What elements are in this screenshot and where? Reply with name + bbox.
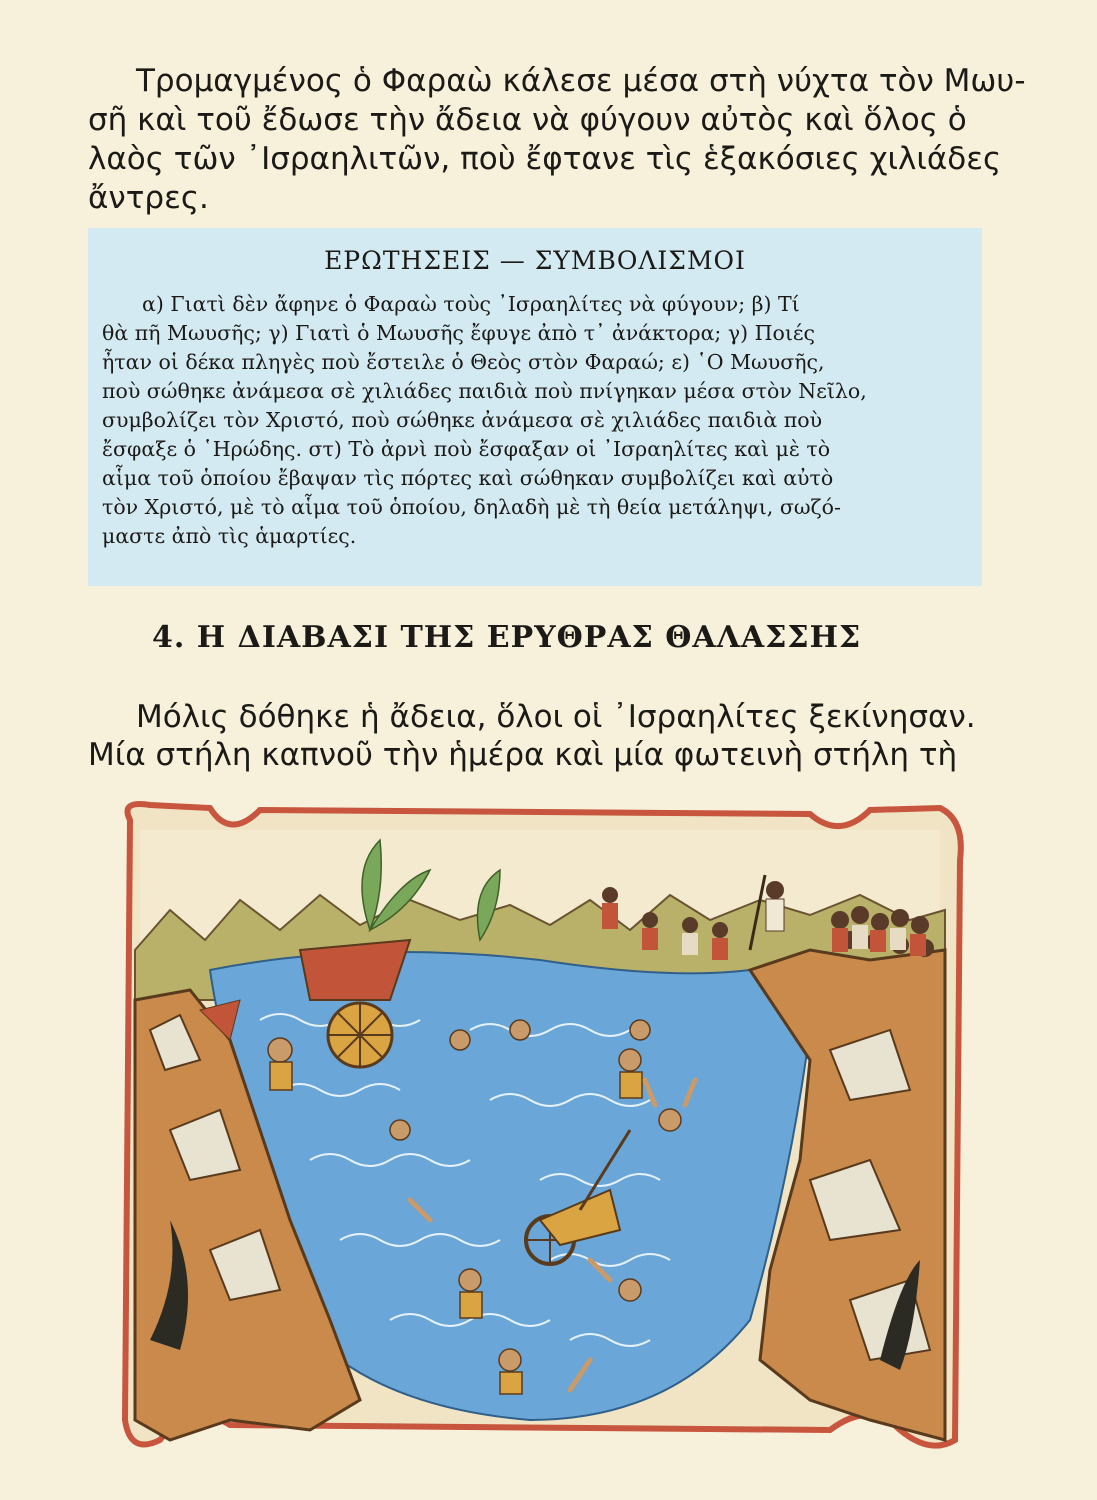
red-sea-crossing-illustration (110, 800, 970, 1460)
illustration-svg (110, 800, 970, 1460)
question-line: συμβολίζει τὸν Χριστό, ποὺ σώθηκε ἀνάμεσα σὲ χιλιάδες παιδιὰ ποὺ (102, 408, 823, 432)
paragraph-departure (88, 698, 978, 774)
question-line: τὸν Χριστό, μὲ τὸ αἷμα τοῦ ὁποίου, δηλαδὴ μὲ τὴ θεία μετάληψι, σωζό- (102, 495, 841, 519)
questions-title: ΕΡΩΤΗΣΕΙΣ — ΣΥΜΒΟΛΙΣΜΟΙ (324, 246, 746, 275)
question-line: ἦταν οἱ δέκα πληγὲς ποὺ ἔστειλε ὁ Θεὸς στὸν Φαραώ; ε) ῾Ο Μωυσῆς, (102, 350, 825, 374)
text-line: Μία στήλη καπνοῦ τὴν ἡμέρα καὶ μία φωτεινὴ στήλη τὴ (88, 737, 958, 773)
question-line: α) Γιατὶ δὲν ἄφηνε ὁ Φαραὼ τοὺς ᾿Ισραηλίτες νὰ φύγουν; β) Τί (142, 292, 800, 316)
questions-box (88, 228, 982, 586)
text-line: λαὸς τῶν ᾿Ισραηλιτῶν, ποὺ ἔφτανε τὶς ἑξακόσιες χιλιάδες (88, 141, 1002, 177)
questions-text (102, 290, 962, 551)
section-heading: 4. Η ΔΙΑΒΑΣΙ ΤΗΣ ΕΡΥΘΡΑΣ ΘΑΛΑΣΣΗΣ (152, 620, 862, 655)
question-line: αἷμα τοῦ ὁποίου ἔβαψαν τὶς πόρτες καὶ σώθηκαν συμβολίζει καὶ αὐτὸ (102, 466, 834, 490)
text-line: Τρομαγμένος ὁ Φαραὼ κάλεσε μέσα στὴ νύχτα τὸν Μωυ- (136, 63, 1026, 99)
question-line: θὰ πῆ Μωυσῆς; γ) Γιατὶ ὁ Μωυσῆς ἔφυγε ἀπὸ τ᾿ ἀνάκτορα; γ) Ποιές (102, 321, 815, 345)
text-line: Μόλις δόθηκε ἡ ἄδεια, ὅλοι οἱ ᾿Ισραηλίτες ξεκίνησαν. (136, 699, 976, 735)
paragraph-pharaoh (88, 62, 1026, 218)
question-line: ἔσφαξε ὁ ῾Ηρώδης. στ) Τὸ ἀρνὶ ποὺ ἔσφαξαν οἱ ᾿Ισραηλίτες καὶ μὲ τὸ (102, 437, 831, 461)
text-line: σῆ καὶ τοῦ ἔδωσε τὴν ἄδεια νὰ φύγουν αὐτὸς καὶ ὅλος ὁ (88, 102, 967, 138)
question-line: μαστε ἀπὸ τὶς ἁμαρτίες. (102, 524, 357, 548)
question-line: ποὺ σώθηκε ἀνάμεσα σὲ χιλιάδες παιδιὰ ποὺ πνίγηκαν μέσα στὸν Νεῖλο, (102, 379, 867, 403)
text-line: ἄντρες. (88, 180, 209, 216)
